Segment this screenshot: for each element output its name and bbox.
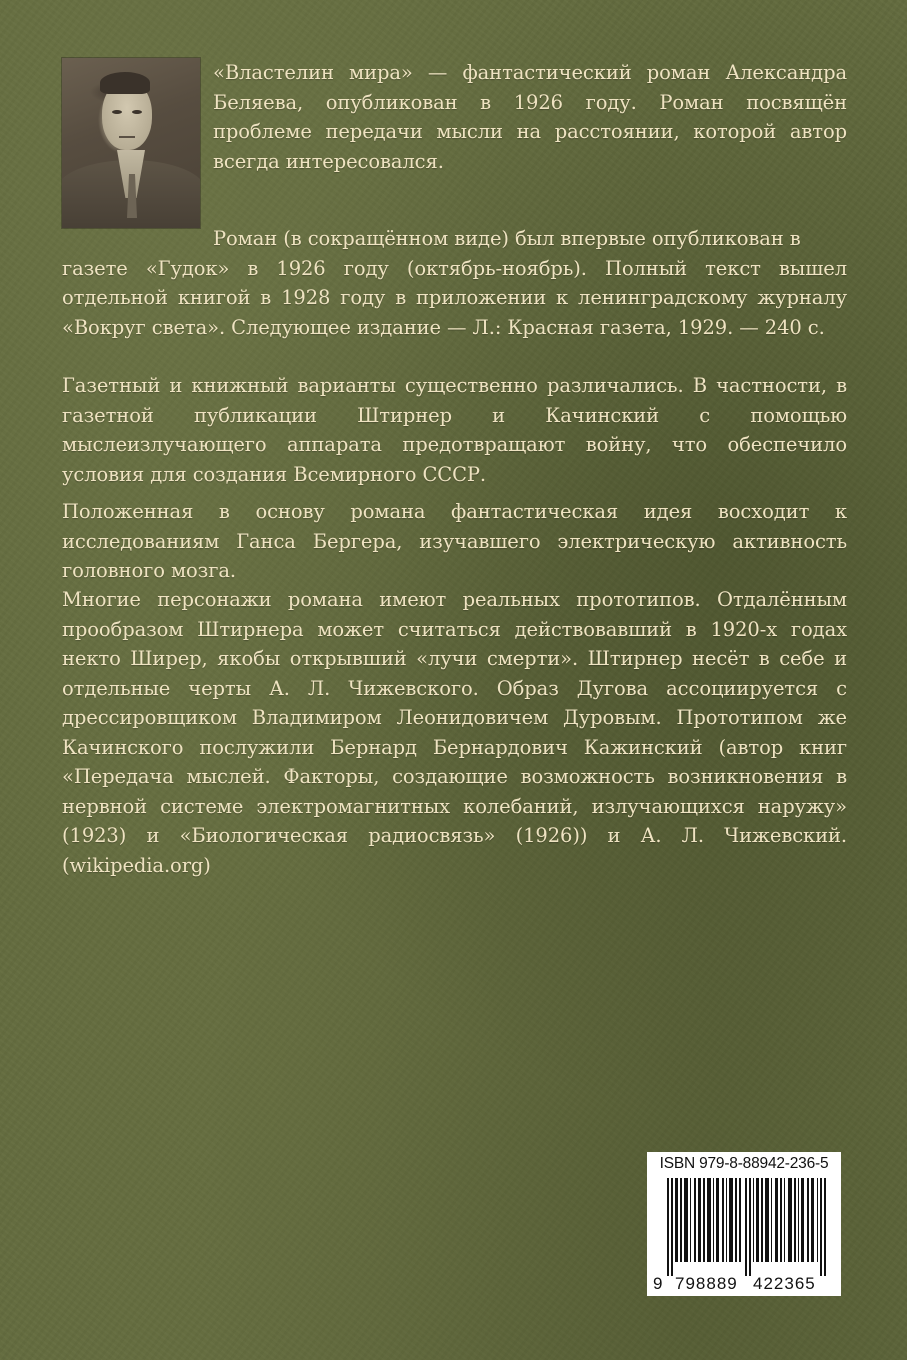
barcode-digit-first: 9: [653, 1274, 663, 1293]
author-portrait-photo: [62, 58, 200, 228]
portrait-hair: [100, 72, 150, 94]
paragraph-publication-first-line: Роман (в сокращённом виде) был впервые опубликован в: [213, 227, 801, 250]
paragraph-intro: «Властелин мира» — фантастический роман Александра Беляева, опубликован в 1926 году. Роман посвящён проблеме передачи мысли на расстоянии, которой автор всегда интересовался.: [213, 61, 847, 173]
barcode-digits-right: 422365: [753, 1274, 816, 1293]
portrait-eye: [112, 110, 122, 114]
portrait-eye: [132, 110, 142, 114]
barcode-bars-icon: [667, 1178, 835, 1276]
paragraph-idea-origin: Положенная в основу романа фантастическая идея восходит к исследованиям Ганса Бергера, изучавшего электрическую активность головного мозга.: [62, 500, 847, 582]
paragraph-publication-rest: газете «Гудок» в 1926 году (октябрь-ноябрь). Полный текст вышел отдельной книгой в 1928 году в приложении к ленинградскому журналу «Вокруг света». Следующее издание — Л.: Красная газета, 1929. — 240 с.: [62, 256, 847, 339]
isbn-barcode: [647, 1152, 841, 1296]
barcode-digits-left: 798889: [675, 1274, 738, 1293]
paragraph-prototypes: Многие персонажи романа имеют реальных прототипов. Отдалённым прообразом Штирнера может считаться действовавший в 1920-х годах некто Ширер, якобы открывший «лучи смерти». Штирнер несёт в себе и отдельные черты А. Л. Чижевского. Образ Дугова ассоциируется с дрессировщиком Владимиром Леонидовичем Дуровым. Прототипом же Качинского послужили Бернард Бернардович Кажинский (автор книг «Передача мыслей. Факторы, создающие возможность возникновения в нервной системе электромагнитных колебаний, излучающихся наружу» (1923) и «Биологическая радиосвязь» (1926)) и А. Л. Чижевский. (wikipedia.org): [62, 588, 847, 877]
portrait-mouth: [119, 136, 135, 138]
paragraph-variants: Газетный и книжный варианты существенно различались. В частности, в газетной публикации Штирнер и Качинский с помощью мыслеизлучающего аппарата предотвращают войну, что обеспечило условия для создания Всемирного СССР.: [62, 374, 847, 486]
paragraph-publication-history: [62, 224, 847, 342]
isbn-label: ISBN 979-8-88942-236-5: [659, 1155, 829, 1172]
